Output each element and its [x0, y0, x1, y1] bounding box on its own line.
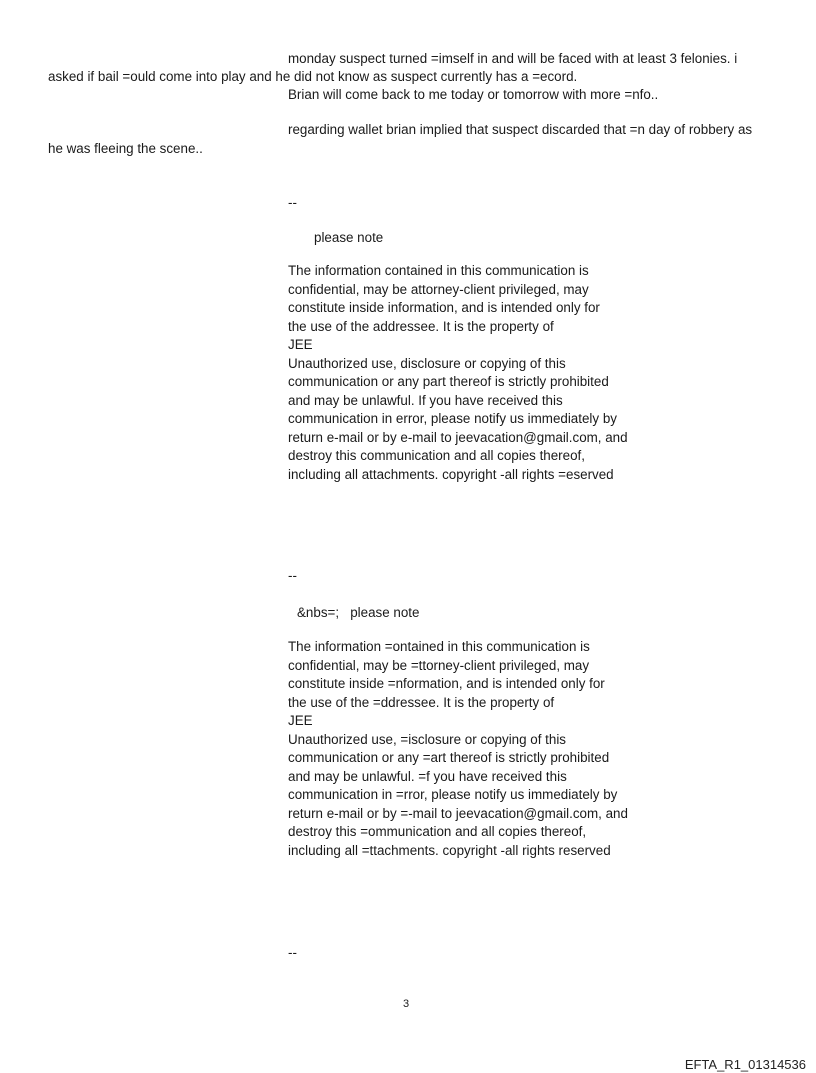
document-id: EFTA_R1_01314536 — [684, 1057, 806, 1072]
disclaimer-line: confidential, may be attorney-client privileged, may — [288, 281, 589, 297]
signature-separator: -- — [288, 945, 297, 960]
disclaimer-line: including all attachments. copyright -all rights =eserved — [288, 466, 614, 482]
disclaimer-line: communication or any =art thereof is strictly prohibited — [288, 750, 610, 765]
disclaimer-line: constitute inside =nformation, and is intended only for — [288, 676, 605, 691]
disclaimer-line: the use of the addressee. It is the property of — [288, 318, 554, 334]
disclaimer-line: The information contained in this communication is — [288, 263, 589, 278]
disclaimer-line: communication in error, please notify us immediately by — [288, 411, 617, 426]
body-text-line: he was fleeing the scene.. — [48, 141, 203, 156]
disclaimer-line: destroy this =ommunication and all copies thereof, — [288, 824, 587, 839]
disclaimer-line: and may be unlawful. If you have received this — [288, 392, 563, 408]
body-text-line: monday suspect turned =imself in and will be faced with at least 3 felonies. i — [288, 51, 738, 66]
disclaimer-line: confidential, may be =ttorney-client privileged, may — [288, 657, 590, 673]
body-text-line: asked if bail =ould come into play and he did not know as suspect currently has a =ecord. — [48, 69, 578, 84]
body-text-line: regarding wallet brian implied that suspect discarded that =n day of robbery as — [288, 122, 753, 137]
disclaimer-block — [288, 638, 628, 860]
disclaimer-line: return e-mail or by =-mail to jeevacation@gmail.com, and — [288, 805, 628, 821]
disclaimer-line: Unauthorized use, =isclosure or copying of this — [288, 731, 567, 747]
signature-separator: -- — [288, 195, 297, 210]
signature-heading: &nbs=; please note — [297, 605, 420, 620]
disclaimer-line: the use of the =ddressee. It is the property of — [288, 694, 555, 710]
signature-heading: please note — [314, 230, 384, 245]
disclaimer-line: destroy this communication and all copies thereof, — [288, 448, 585, 463]
disclaimer-line: JEE — [288, 337, 313, 352]
disclaimer-line: and may be unlawful. =f you have received this — [288, 768, 567, 784]
signature-separator: -- — [288, 568, 297, 583]
disclaimer-line: including all =ttachments. copyright -all rights reserved — [288, 842, 611, 858]
disclaimer-block — [288, 262, 628, 484]
disclaimer-line: communication or any part thereof is strictly prohibited — [288, 374, 609, 389]
body-text-line: Brian will come back to me today or tomorrow with more =nfo.. — [288, 87, 659, 102]
disclaimer-line: JEE — [288, 713, 313, 728]
disclaimer-line: communication in =rror, please notify us immediately by — [288, 787, 618, 802]
page-number: 3 — [403, 998, 410, 1010]
disclaimer-line: Unauthorized use, disclosure or copying of this — [288, 355, 566, 371]
disclaimer-line: constitute inside information, and is intended only for — [288, 300, 600, 315]
disclaimer-line: return e-mail or by e-mail to jeevacation@gmail.com, and — [288, 429, 628, 445]
disclaimer-line: The information =ontained in this communication is — [288, 639, 590, 654]
